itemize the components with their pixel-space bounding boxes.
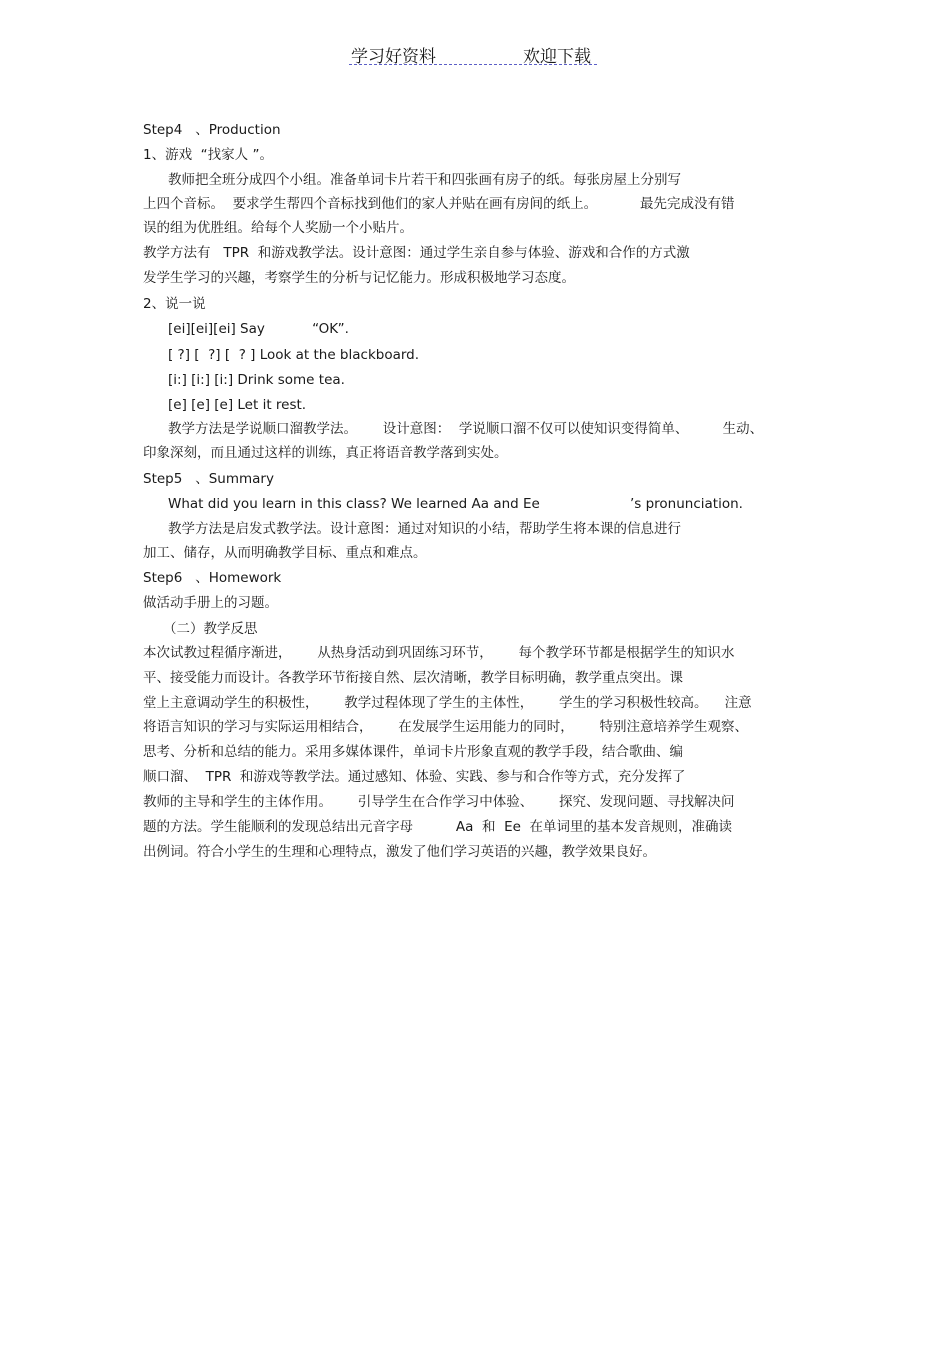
paragraph-line: 加工、储存，从而明确教学目标、重点和难点。: [143, 545, 427, 561]
paragraph-line: 堂上主意调动学生的积极性， 教学过程体现了学生的主体性， 学生的学习积极性较高。 注意: [143, 695, 752, 711]
chant-line: [e] [e] [e] Let it rest.: [168, 397, 307, 413]
chant-line: [i:] [i:] [i:] Drink some tea.: [168, 372, 345, 388]
step4-heading: Step4 、Production: [143, 122, 281, 138]
homework-text: 做活动手册上的习题。: [143, 595, 278, 611]
paragraph-line: 平、接受能力而设计。各教学环节衔接自然、层次清晰，教学目标明确，教学重点突出。课: [143, 670, 683, 686]
chant-line: [ei][ei][ei] Say “OK”.: [168, 321, 349, 337]
header-dashed-rule: [349, 64, 597, 65]
paragraph-line: 将语言知识的学习与实际运用相结合， 在发展学生运用能力的同时， 特别注意培养学生观察、: [143, 719, 748, 735]
paragraph-line: 顺口溜、 TPR 和游戏等教学法。通过感知、体验、实践、参与和合作等方式，充分发挥了: [143, 769, 686, 785]
paragraph-line: 本次试教过程循序渐进， 从热身活动到巩固练习环节， 每个教学环节都是根据学生的知识水: [143, 645, 735, 661]
activity-1-title: 1、游戏 “找家人 ”。: [143, 147, 273, 163]
header-left-text: 学习好资料: [351, 47, 436, 67]
page-header: [349, 40, 597, 66]
paragraph-line: 印象深刻，而且通过这样的训练，真正将语音教学落到实处。: [143, 445, 508, 461]
paragraph-line: 教学方法有 TPR 和游戏教学法。设计意图：通过学生亲自参与体验、游戏和合作的方式激: [143, 245, 690, 261]
chant-line: [ ?] [ ?] [ ? ] Look at the blackboard.: [168, 347, 420, 363]
activity-2-title: 2、说一说: [143, 296, 206, 312]
paragraph-line: 思考、分析和总结的能力。采用多媒体课件，单词卡片形象直观的教学手段，结合歌曲、编: [143, 744, 683, 760]
summary-question: What did you learn in this class? We learned Aa and Ee ’s pronunciation.: [168, 496, 743, 512]
paragraph-line: 教师的主导和学生的主体作用。 引导学生在合作学习中体验、 探究、发现问题、寻找解决问: [143, 794, 735, 810]
paragraph-line: 上四个音标。 要求学生帮四个音标找到他们的家人并贴在画有房间的纸上。 最先完成没有错: [143, 196, 735, 212]
step5-heading: Step5 、Summary: [143, 471, 274, 487]
paragraph-line: 出例词。符合小学生的生理和心理特点，激发了他们学习英语的兴趣，教学效果良好。: [143, 844, 656, 860]
paragraph-line: 教学方法是学说顺口溜教学法。 设计意图： 学说顺口溜不仅可以使知识变得简单、 生动、: [168, 421, 764, 437]
paragraph-line: 题的方法。学生能顺利的发现总结出元音字母 Aa 和 Ee 在单词里的基本发音规则，准确读: [143, 819, 733, 835]
step6-heading: Step6 、Homework: [143, 570, 282, 586]
paragraph-line: 误的组为优胜组。给每个人奖励一个小贴片。: [143, 220, 413, 236]
reflection-heading: （二）教学反思: [163, 621, 258, 637]
paragraph-line: 教师把全班分成四个小组。准备单词卡片若干和四张画有房子的纸。每张房屋上分别写: [168, 172, 681, 188]
header-right-text: 欢迎下载: [523, 47, 591, 67]
paragraph-line: 发学生学习的兴趣，考察学生的分析与记忆能力。形成积极地学习态度。: [143, 270, 575, 286]
paragraph-line: 教学方法是启发式教学法。设计意图：通过对知识的小结，帮助学生将本课的信息进行: [168, 521, 681, 537]
